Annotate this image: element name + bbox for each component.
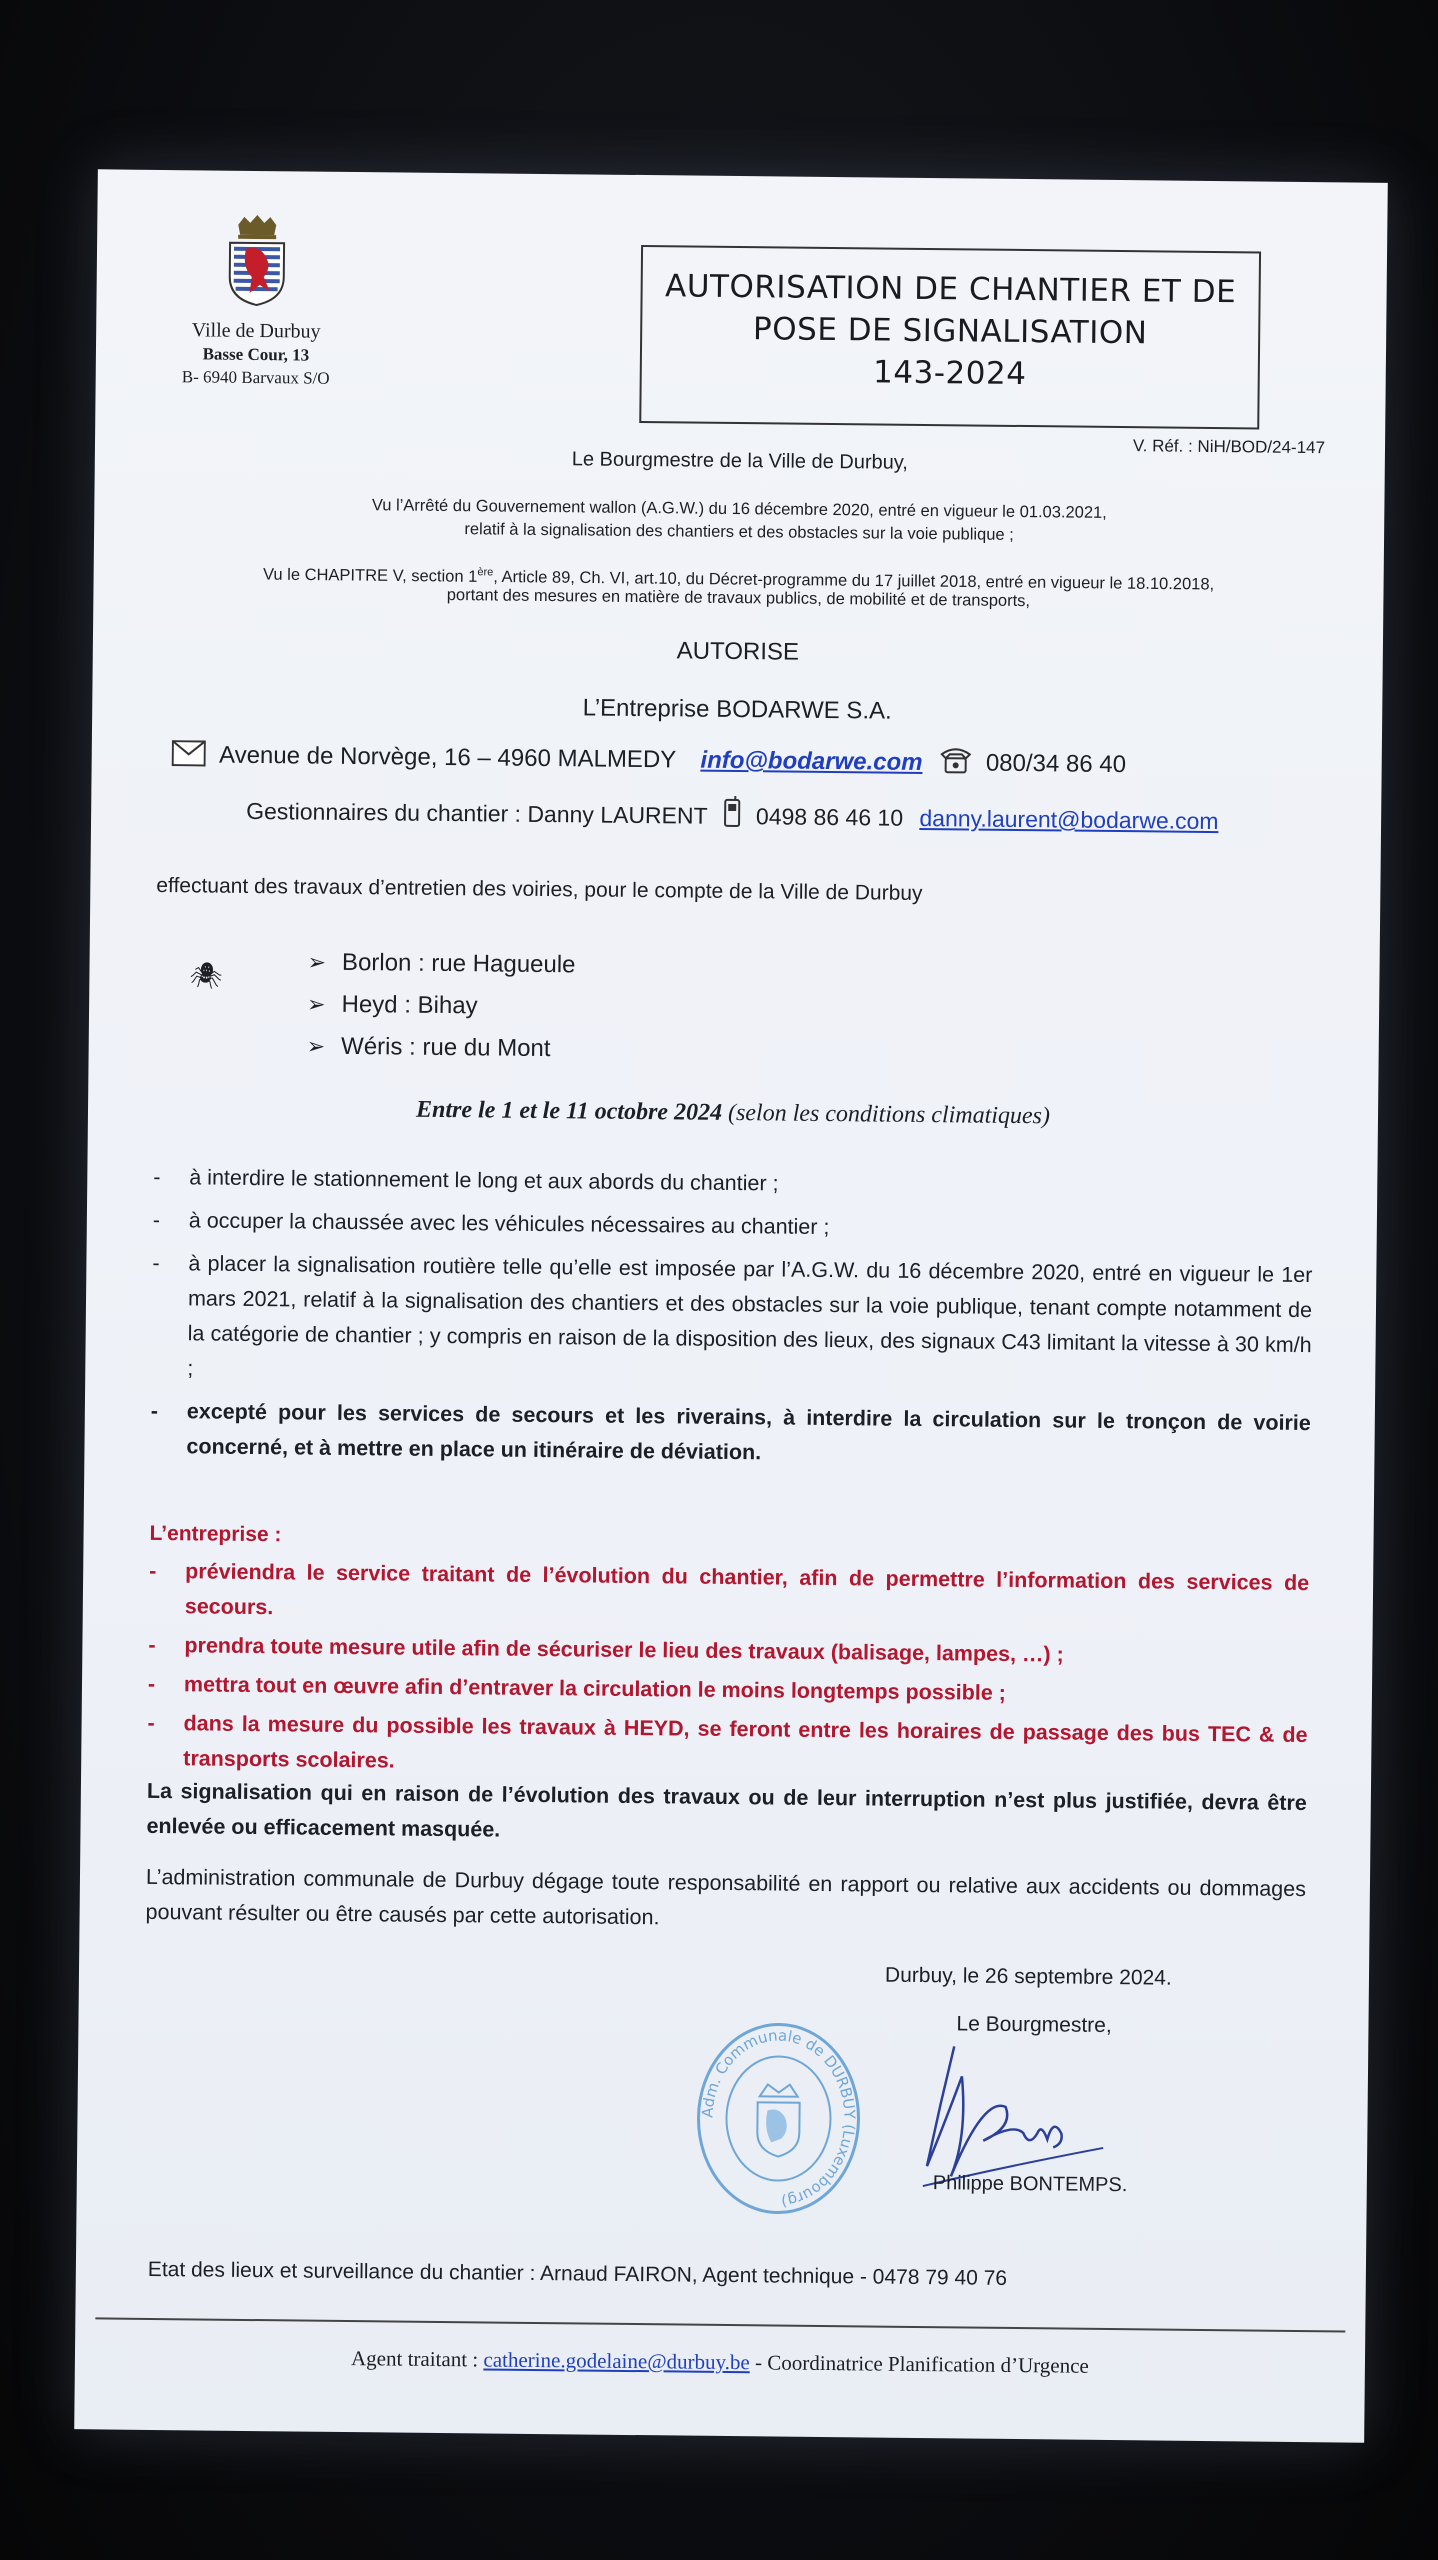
- reference-number: V. Réf. : NiH/BOD/24-147: [1132, 436, 1326, 458]
- obligation-item: - dans la mesure du possible les travaux à HEYD, se feront entre les horaires de passage des bus TEC & de transports scolaires.: [147, 1706, 1308, 1788]
- crest-icon: [225, 215, 288, 308]
- mobile-phone-icon: [723, 796, 741, 828]
- site-manager-label: Gestionnaires du chantier : Danny LAURENT: [246, 797, 708, 829]
- stamp-text: Adm. Communale de DURBUY (Luxembourg): [698, 2026, 859, 2211]
- signatory-name: Philippe BONTEMPS.: [932, 2172, 1128, 2197]
- works-intro: effectuant des travaux d’entretien des voiries, pour le compte de la Ville de Durbuy: [156, 873, 923, 905]
- obligation-item: - prendra toute mesure utile afin de sécuriser le lieu des travaux (balisage, lampes, …) ;: [148, 1628, 1308, 1675]
- envelope-icon: [172, 740, 206, 766]
- company-name: L’Entreprise BODARWE S.A.: [582, 694, 892, 725]
- city-address-line2: B- 6940 Barvaux S/O: [181, 367, 330, 388]
- legal-basis-2-end: , Article 89, Ch. VI, art.10, du Décret-programme du 17 juillet 2018, entré en vigueur le 18.10.2018,: [493, 567, 1215, 594]
- authorization-item: - à interdire le stationnement le long et aux abords du chantier ;: [153, 1160, 1313, 1207]
- authorization-item: - excepté pour les services de secours et les riverains, à interdire la circulation sur le tronçon de voirie concerné, et à mettre en place un itinéraire de déviation.: [150, 1394, 1311, 1476]
- authorizations-list: [150, 1160, 1313, 1484]
- obligation-item: - préviendra le service traitant de l’évolution du chantier, afin de permettre l’information des services de secours.: [149, 1554, 1310, 1636]
- works-period-condition: (selon les conditions climatiques): [721, 1099, 1051, 1130]
- municipal-stamp: [692, 2018, 864, 2225]
- autorise-heading: AUTORISE: [676, 637, 800, 666]
- agent-label: Agent traitant :: [350, 2346, 484, 2372]
- company-contact-line: [172, 738, 1127, 779]
- agent-role: - Coordinatrice Planification d’Urgence: [749, 2350, 1089, 2378]
- legal-basis-2-start: Vu le CHAPITRE V, section 1: [262, 565, 478, 586]
- title-line-2: POSE DE SIGNALISATION: [752, 311, 1148, 352]
- legal-basis-1-line1: Vu l’Arrêté du Gouvernement wallon (A.G.W.) du 16 décembre 2020, entré en vigueur le 01.03.2021,: [371, 496, 1107, 522]
- locations-list: [306, 942, 575, 1071]
- authorization-document: [74, 169, 1388, 2442]
- location-item: ➢ Borlon : rue Hagueule: [307, 942, 575, 987]
- signalisation-note: La signalisation qui en raison de l’évolution des travaux ou de leur interruption n’est plus justifiée, devra être enlevée ou efficacement masquée.: [146, 1778, 1307, 1842]
- liability-disclaimer: L’administration communale de Durbuy dégage toute responsabilité en rapport ou relative aux accidents ou dommages pouvant résulter ou être causés par cette autorisation.: [145, 1864, 1307, 1930]
- signature-place-date: Durbuy, le 26 septembre 2024.: [884, 1963, 1172, 1990]
- site-manager-line: [246, 791, 1219, 835]
- legal-basis-2-line2: portant des mesures en matière de travaux publics, de mobilité et de transports,: [446, 585, 1031, 611]
- signature-role: Le Bourgmestre,: [956, 2012, 1112, 2038]
- footer-divider: [95, 2317, 1345, 2332]
- site-manager-email-link[interactable]: danny.laurent@bodarwe.com: [919, 804, 1219, 835]
- company-obligations-list: [147, 1554, 1309, 1792]
- location-item: ➢ Wéris : rue du Mont: [306, 1026, 574, 1071]
- obligation-item: - mettra tout en œuvre afin d’entraver la circulation le moins longtemps possible ;: [148, 1667, 1308, 1714]
- document-title-box: [639, 245, 1261, 429]
- company-obligations-title: L’entreprise :: [149, 1521, 282, 1547]
- bourgmestre-line: Le Bourgmestre de la Ville de Durbuy,: [571, 448, 909, 474]
- site-surveillance-line: Etat des lieux et surveillance du chantier : Arnaud FAIRON, Agent technique - 0478 79 40 76: [147, 2257, 1008, 2290]
- company-address: Avenue de Norvège, 16 – 4960 MALMEDY: [218, 741, 676, 774]
- title-line-3: 143-2024: [872, 354, 1027, 393]
- city-address-line1: Basse Cour, 13: [202, 344, 310, 365]
- site-manager-mobile: 0498 86 46 10: [755, 803, 904, 831]
- telephone-icon: [939, 746, 971, 774]
- legal-basis-1-line2: relatif à la signalisation des chantiers et des obstacles sur la voie publique ;: [464, 520, 1014, 544]
- company-email-link[interactable]: info@bodarwe.com: [700, 746, 923, 776]
- title-line-1: AUTORISATION DE CHANTIER ET DE: [664, 268, 1237, 311]
- works-period-dates: Entre le 1 et le 11 octobre 2024: [415, 1096, 723, 1126]
- authorization-item: - à occuper la chaussée avec les véhicules nécessaires au chantier ;: [153, 1203, 1313, 1250]
- city-header: [156, 214, 358, 390]
- agent-email-link[interactable]: catherine.godelaine@durbuy.be: [483, 2347, 750, 2375]
- company-phone: 080/34 86 40: [985, 749, 1127, 779]
- authorization-item: - à placer la signalisation routière telle qu’elle est imposée par l’A.G.W. du 16 décembre 2020, entré en vigueur le 1er mars 2021, relatif à la signalisation des chantiers et des obstacles sur la voie publique, tenant compte notamment de la catégorie de chantier ; y compris en raison de la disposition des lieux, des signaux C43 limitant la vitesse à 30 km/h ;: [151, 1246, 1312, 1398]
- agent-line: [75, 2343, 1365, 2382]
- spider-icon: 🕷: [189, 960, 223, 991]
- location-item: ➢ Heyd : Bihay: [307, 984, 575, 1029]
- works-period: [88, 1093, 1378, 1134]
- city-name: Ville de Durbuy: [191, 319, 321, 343]
- legal-basis-2-sup: ère: [477, 566, 494, 579]
